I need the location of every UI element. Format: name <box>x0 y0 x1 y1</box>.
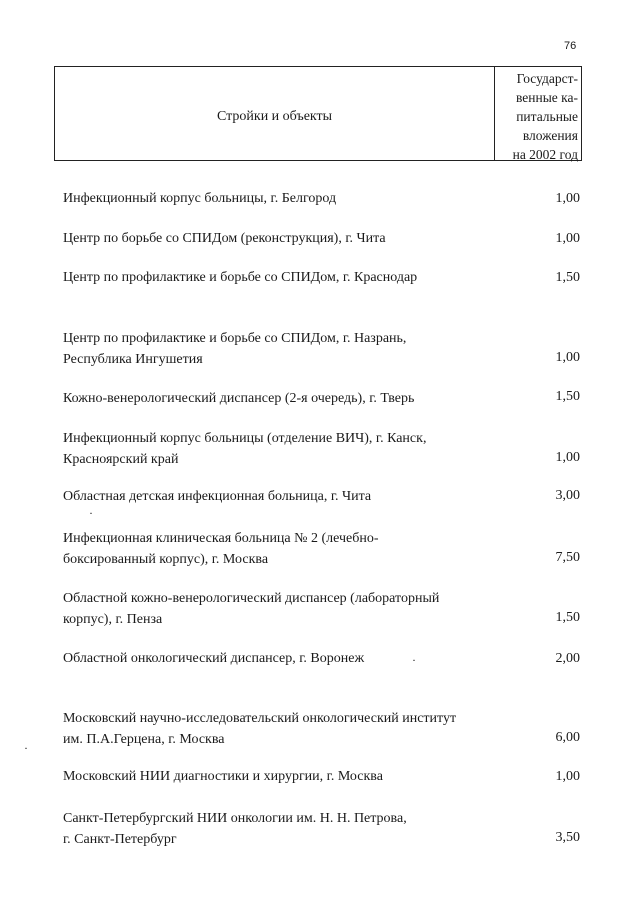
table-header <box>54 66 582 161</box>
header-investment-column <box>495 67 581 160</box>
table-row <box>63 486 580 507</box>
investment-value: 7,50 <box>555 550 580 565</box>
scan-speck: · <box>412 653 416 667</box>
investment-value: 1,50 <box>555 610 580 625</box>
scan-speck: · <box>24 741 28 755</box>
table-row <box>63 708 580 750</box>
investment-value: 6,00 <box>555 730 580 745</box>
object-name: Санкт-Петербургский НИИ онкологии им. Н. Н. Петрова, г. Санкт-Петербург <box>63 811 407 847</box>
object-name: Центр по профилактике и борьбе со СПИДом, г. Назрань, Республика Ингушетия <box>63 331 407 367</box>
header-investment-line: венные ка- <box>515 90 578 105</box>
object-name: Инфекционный корпус больницы (отделение ВИЧ), г. Канск, Красноярский край <box>63 431 427 467</box>
table-row <box>63 588 580 630</box>
investment-value: 2,00 <box>555 651 580 666</box>
table-row <box>63 766 580 787</box>
investment-value: 1,00 <box>555 191 580 206</box>
object-name: Московский НИИ диагностики и хирургии, г. Москва <box>63 769 383 784</box>
object-name: Центр по профилактике и борьбе со СПИДом, г. Краснодар <box>63 270 418 285</box>
table-row <box>63 528 580 570</box>
table-row <box>63 648 580 669</box>
object-name: Центр по борьбе со СПИДом (реконструкция), г. Чита <box>63 231 386 246</box>
object-name: Областной онкологический диспансер, г. Воронеж <box>63 651 365 666</box>
object-name: Областная детская инфекционная больница, г. Чита <box>63 489 372 504</box>
table-row <box>63 228 580 249</box>
object-name: Инфекционная клиническая больница № 2 (лечебно- боксированный корпус), г. Москва <box>63 531 379 567</box>
table-row <box>63 428 580 470</box>
investment-value: 3,00 <box>555 488 580 503</box>
object-name: Московский научно-исследовательский онкологический институт им. П.А.Герцена, г. Москва <box>63 711 457 747</box>
header-objects-column: Стройки и объекты <box>55 67 495 160</box>
investment-value: 1,50 <box>555 270 580 285</box>
object-name: Кожно-венерологический диспансер (2-я очередь), г. Тверь <box>63 391 415 406</box>
investment-value: 1,00 <box>555 450 580 465</box>
table-row <box>63 267 580 288</box>
investment-value: 1,50 <box>555 389 580 404</box>
header-investment-line: вложения <box>522 128 578 143</box>
table-row <box>63 808 580 850</box>
page-number: 76 <box>564 40 577 52</box>
investment-value: 1,00 <box>555 769 580 784</box>
scan-speck: · <box>89 506 93 520</box>
object-name: Областной кожно-венерологический диспансер (лабораторный корпус), г. Пенза <box>63 591 440 627</box>
investment-value: 3,50 <box>555 830 580 845</box>
investment-value: 1,00 <box>555 350 580 365</box>
table-row <box>63 328 580 370</box>
header-investment-line: питальные <box>516 109 578 124</box>
investment-value: 1,00 <box>555 231 580 246</box>
header-investment-line: на 2002 год <box>512 147 578 162</box>
header-investment-line: Государст- <box>516 71 578 86</box>
object-name: Инфекционный корпус больницы, г. Белгород <box>63 191 337 206</box>
table-row <box>63 388 580 409</box>
table-row <box>63 188 580 209</box>
